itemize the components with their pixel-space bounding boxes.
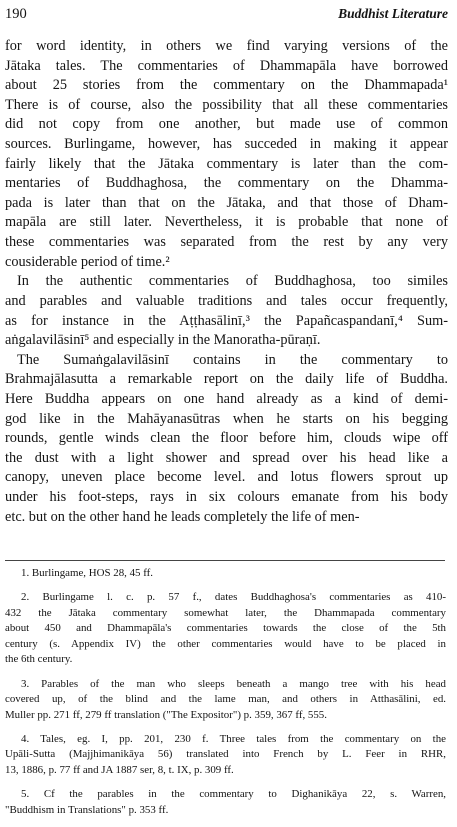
paragraph	[5, 272, 448, 350]
paragraph	[5, 37, 448, 272]
text-line: about 25 stories from the commentary on the Dhammapada¹	[5, 77, 448, 94]
text-line: mentaries of Buddhaghosa, the commentary on the Dhamma-	[5, 175, 448, 192]
paragraph	[5, 351, 448, 527]
footnote-line: 5. Cf the parables in the commentary to Dighanikāya 22, s. Warren,	[21, 788, 446, 801]
text-line: etc. but on the other hand he leads completely the life of men-	[5, 508, 360, 525]
text-line: Brahmajālasutta a remarkable report on the daily life of Buddha.	[5, 371, 448, 388]
text-line: The Sumaṅgalavilāsinī contains in the commentary to	[17, 351, 448, 368]
page-header	[5, 6, 448, 24]
text-line: Here Buddha appears on one hand already as a kind of demi-	[5, 390, 448, 407]
text-line: mapāla are still later. Nevertheless, it is probable that none of	[5, 214, 448, 231]
running-head: Buddhist Literature	[338, 6, 448, 21]
footnote-line: 4. Tales, eg. I, pp. 201, 230 f. Three tales from the commentary on the	[21, 732, 446, 745]
text-line: aṅgalavilāsinī⁵ and especially in the Manoratha-pūraṇī.	[5, 332, 321, 349]
text-line: canopy, uneven place become level. and lotus flowers sprout up	[5, 469, 448, 486]
footnote	[5, 787, 446, 818]
footnote-line: 3. Parables of the man who sleeps beneath a mango tree with his head	[21, 677, 446, 690]
footnote-line: Muller pp. 271 ff, 279 ff translation ("The Expositor") p. 359, 367 ff, 555.	[5, 708, 327, 721]
footnote-line: 432 the Jātaka commentary somewhat later, the Dhammapada commentary	[5, 606, 446, 619]
text-line: under his foot-steps, rays in six colours emanate from his body	[5, 489, 448, 506]
text-line: did not copy from one another, but made use of common	[5, 116, 448, 133]
footnote-line: 2. Burlingame l. c. p. 57 f., dates Buddhaghosa's commentaries as 410-	[21, 591, 446, 604]
text-line: the dust with a light shower and spread over his head like a	[5, 449, 448, 466]
page-number: 190	[5, 6, 27, 22]
footnote-line: Upāli-Sutta (Majjhimanikāya 56) translated into French by L. Feer in RHR,	[5, 748, 446, 761]
footnote	[5, 566, 446, 582]
text-line: these commentaries was separated from the rest by any very	[5, 234, 448, 251]
footnotes	[5, 566, 446, 827]
text-line: There is of course, also the possibility that all these commentaries	[5, 96, 448, 113]
text-line: for word identity, in others we find varying versions of the	[5, 38, 448, 54]
footnote	[5, 732, 446, 779]
text-line: god like in the Mahāyanasūtras when he starts on his begging	[5, 410, 448, 427]
text-line: and parables and valuable traditions and tales occur frequently,	[5, 292, 448, 309]
footnote-line: "Buddhism in Translations" p. 353 ff.	[5, 803, 169, 816]
footnote-line: 13, 1886, p. 77 ff and JA 1887 ser, 8, t. IX, p. 309 ff.	[5, 764, 234, 777]
text-line: pada is later than that on the Jātaka, and that those of Dham-	[5, 194, 448, 211]
footnote	[5, 677, 446, 724]
text-line: sources. Burlingame, however, has succeded in making it appear	[5, 136, 448, 153]
text-line: rounds, gentle winds clean the floor before him, clouds wipe off	[5, 430, 448, 447]
footnote-line: century (s. Appendix IV) the other commentaries would have to be placed in	[5, 637, 446, 650]
text-line: as for instance in the Aṭṭhasālinī,³ the Papañcaspandanī,⁴ Sum-	[5, 312, 448, 329]
footnote-line: covered up, of the blind and the lame man, and others in Atthasālini, ed.	[5, 693, 446, 706]
footnote	[5, 590, 446, 668]
text-line: Jātaka tales. The commentaries of Dhammapāla have borrowed	[5, 57, 448, 74]
footnote-line: 1. Burlingame, HOS 28, 45 ff.	[21, 567, 153, 579]
footnote-line: the 6th century.	[5, 653, 73, 666]
body-text	[5, 37, 448, 527]
footnote-divider	[5, 560, 445, 561]
text-line: cousiderable period of time.²	[5, 253, 170, 270]
text-line: fairly likely that the Jātaka commentary is later than the com-	[5, 155, 448, 172]
text-line: In the authentic commentaries of Buddhaghosa, too similes	[17, 273, 448, 290]
footnote-line: about 450 and Dhammapāla's commentaries towards the close of the 5th	[5, 622, 446, 635]
